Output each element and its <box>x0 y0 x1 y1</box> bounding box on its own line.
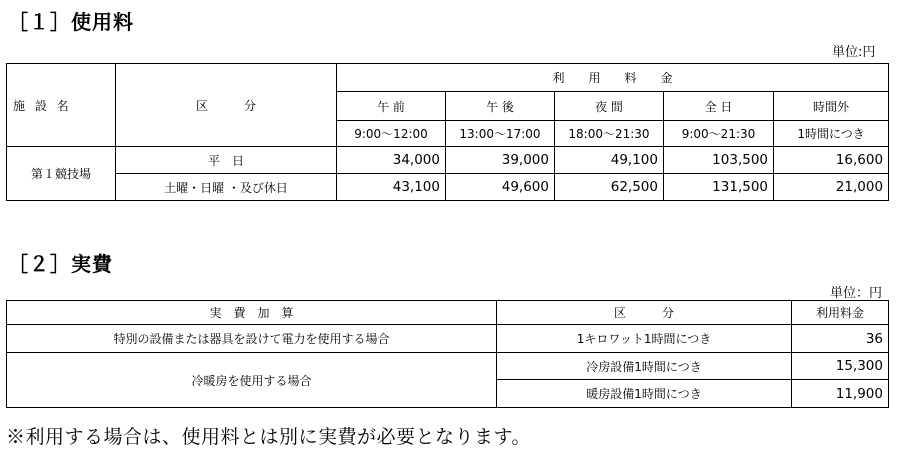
section1-heading: ［１］使用料 <box>8 10 134 34</box>
fee-group-header: 利 用 料 金 <box>337 64 889 92</box>
expense-fee: 36 <box>792 325 889 353</box>
expense-header: 実 費 加 算 <box>7 301 497 325</box>
expense-fee: 11,900 <box>792 380 889 408</box>
expense-item: 特別の設備または器具を設けて電力を使用する場合 <box>7 325 497 353</box>
section1-unit: 単位:円 <box>832 45 876 60</box>
fee-cell: 103,500 <box>664 147 774 174</box>
expense-category: 冷房設備1時間につき <box>497 353 792 380</box>
column-label: 時間外 <box>774 92 889 121</box>
column-label: 午 後 <box>446 92 555 121</box>
column-time: 18:00～21:30 <box>555 121 664 147</box>
fee-header: 利用料金 <box>792 301 889 325</box>
category-header: 区 分 <box>116 64 337 147</box>
column-time: 9:00～21:30 <box>664 121 774 147</box>
fee-cell: 34,000 <box>337 147 446 174</box>
expense-item: 冷暖房を使用する場合 <box>7 353 497 408</box>
fee-cell: 43,100 <box>337 174 446 201</box>
column-time: 9:00～12:00 <box>337 121 446 147</box>
fee-cell: 16,600 <box>774 147 889 174</box>
expense-category: 暖房設備1時間につき <box>497 380 792 408</box>
fee-cell: 62,500 <box>555 174 664 201</box>
row-category: 土曜・日曜 ・及び休日 <box>116 174 337 201</box>
actual-expense-table <box>6 300 889 408</box>
fee-cell: 49,600 <box>446 174 555 201</box>
row-category: 平 日 <box>116 147 337 174</box>
column-time: 13:00～17:00 <box>446 121 555 147</box>
fee-cell: 39,000 <box>446 147 555 174</box>
table-row <box>7 147 889 174</box>
usage-fee-table <box>6 63 889 201</box>
section2-heading: ［２］実費 <box>8 252 113 276</box>
footnote: ※利用する場合は、使用料とは別に実費が必要となります。 <box>6 426 531 448</box>
column-time: 1時間につき <box>774 121 889 147</box>
column-label: 夜 間 <box>555 92 664 121</box>
facility-name: 第１競技場 <box>7 147 116 201</box>
column-label: 全 日 <box>664 92 774 121</box>
table-row <box>7 353 889 380</box>
table-row <box>7 325 889 353</box>
expense-fee: 15,300 <box>792 353 889 380</box>
table-row <box>7 174 889 201</box>
facility-header: 施 設 名 <box>7 64 116 147</box>
fee-cell: 21,000 <box>774 174 889 201</box>
category-header: 区 分 <box>497 301 792 325</box>
fee-cell: 49,100 <box>555 147 664 174</box>
expense-category: 1キロワット1時間につき <box>497 325 792 353</box>
fee-cell: 131,500 <box>664 174 774 201</box>
section2-unit: 単位：円 <box>830 286 883 301</box>
column-label: 午 前 <box>337 92 446 121</box>
